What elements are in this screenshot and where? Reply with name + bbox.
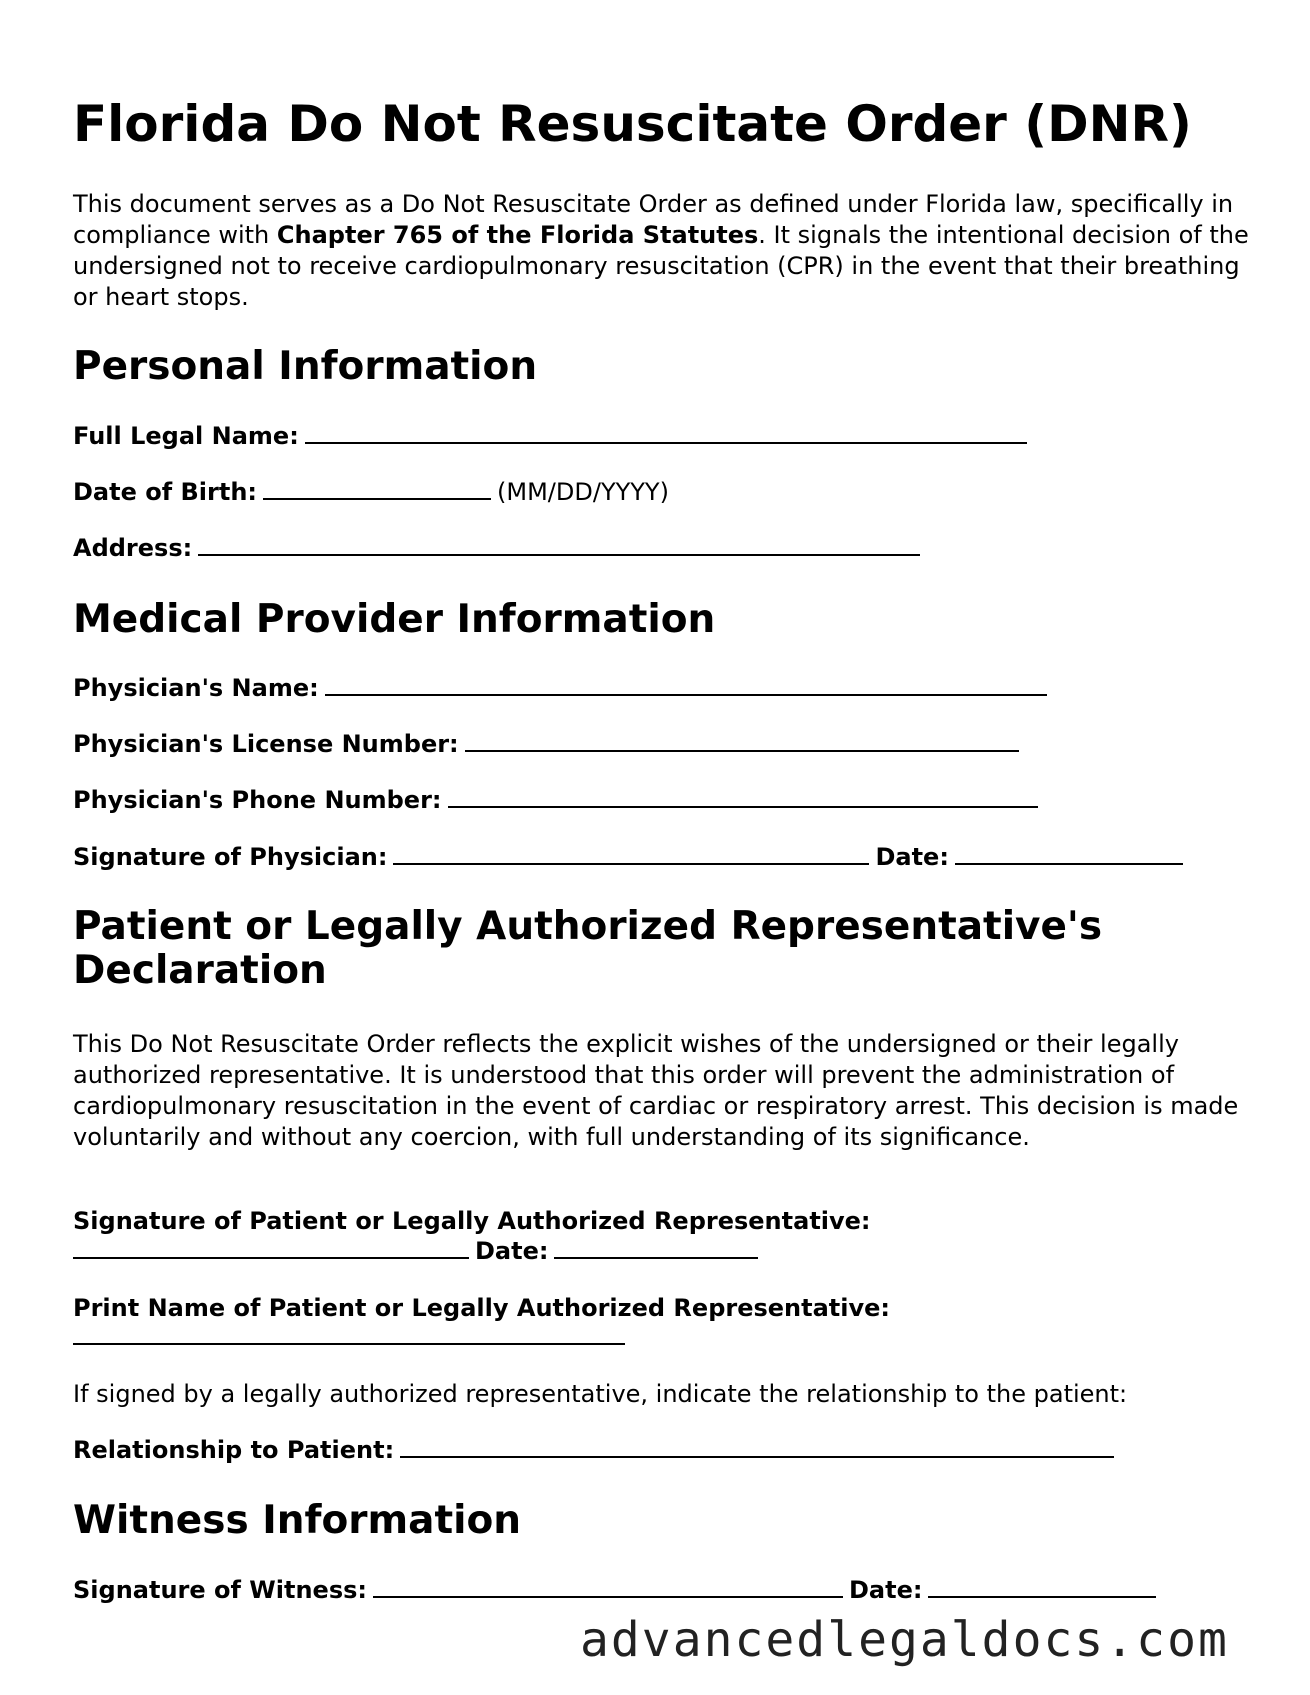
patient-signature-label-row	[73, 1206, 871, 1236]
intro-paragraph	[73, 189, 1253, 313]
witness-date-input[interactable]	[928, 1576, 1156, 1598]
patient-signature-input[interactable]	[73, 1237, 469, 1259]
physician-date-label: Date:	[875, 843, 949, 871]
dob-input[interactable]	[263, 478, 491, 500]
print-name-label: Print Name of Patient or Legally Authorized Representative:	[73, 1294, 891, 1322]
relationship-label: Relationship to Patient:	[73, 1436, 395, 1464]
physician-signature-input[interactable]	[393, 843, 869, 865]
license-field	[73, 729, 1025, 759]
address-label: Address:	[73, 534, 193, 562]
declaration-heading-line2: Declaration	[73, 948, 327, 993]
page-title: Florida Do Not Resuscitate Order (DNR)	[73, 95, 1192, 153]
witness-signature-field	[73, 1575, 1162, 1605]
relationship-input[interactable]	[400, 1436, 1114, 1458]
physician-name-input[interactable]	[325, 674, 1047, 696]
intro-statute-reference: Chapter 765 of the Florida Statutes	[276, 221, 759, 249]
dob-format-hint: (MM/DD/YYYY)	[497, 478, 669, 506]
full-name-input[interactable]	[305, 422, 1027, 444]
dob-field	[73, 477, 669, 507]
witness-signature-label: Signature of Witness:	[73, 1576, 367, 1604]
patient-signature-row	[73, 1236, 764, 1266]
address-input[interactable]	[198, 534, 920, 556]
declaration-paragraph: This Do Not Resuscitate Order reflects the explicit wishes of the undersigned or their legally authorized representative. It is understood that this order will prevent the administration of cardiopulmonary resuscitation in the event of cardiac or respiratory arrest. This decision is made voluntarily and without any coercion, with full understanding of its significance.	[73, 1030, 1239, 1151]
medical-provider-heading: Medical Provider Information	[73, 597, 716, 642]
witness-signature-input[interactable]	[373, 1576, 843, 1598]
phone-input[interactable]	[448, 786, 1038, 808]
print-name-label-row	[73, 1293, 890, 1323]
physician-name-label: Physician's Name:	[73, 674, 319, 702]
license-input[interactable]	[465, 730, 1019, 752]
license-label: Physician's License Number:	[73, 730, 459, 758]
relationship-field	[73, 1435, 1120, 1465]
physician-signature-field	[73, 842, 1189, 872]
intro-text-pre: This document serves as a Do Not Resuscitate Order as defined under Florida law, specifically in compliance with	[73, 190, 1234, 249]
declaration-heading-line1: Patient or Legally Authorized Representative's	[73, 904, 1103, 949]
phone-field	[73, 785, 1044, 815]
relationship-note: If signed by a legally authorized representative, indicate the relationship to the patient:	[73, 1380, 1128, 1408]
phone-label: Physician's Phone Number:	[73, 786, 442, 814]
physician-name-field	[73, 673, 1053, 703]
patient-signature-label: Signature of Patient or Legally Authorized Representative:	[73, 1207, 871, 1235]
dob-label: Date of Birth:	[73, 478, 258, 506]
personal-info-heading: Personal Information	[73, 344, 538, 389]
address-field	[73, 533, 926, 563]
physician-signature-label: Signature of Physician:	[73, 843, 388, 871]
site-watermark: advancedlegaldocs.com	[580, 1612, 1229, 1668]
print-name-input[interactable]	[73, 1323, 625, 1345]
witness-date-label: Date:	[849, 1576, 923, 1604]
full-name-label: Full Legal Name:	[73, 422, 299, 450]
witness-heading: Witness Information	[73, 1498, 522, 1543]
full-name-field	[73, 421, 1033, 451]
patient-date-label: Date:	[475, 1237, 549, 1265]
print-name-row	[73, 1322, 631, 1352]
physician-date-input[interactable]	[955, 843, 1183, 865]
patient-date-input[interactable]	[554, 1237, 758, 1259]
intro-text-post: . It signals the intentional decision of the undersigned not to receive cardiopulmonary resuscitation (CPR) in the event that their breathing or heart stops.	[73, 221, 1249, 311]
